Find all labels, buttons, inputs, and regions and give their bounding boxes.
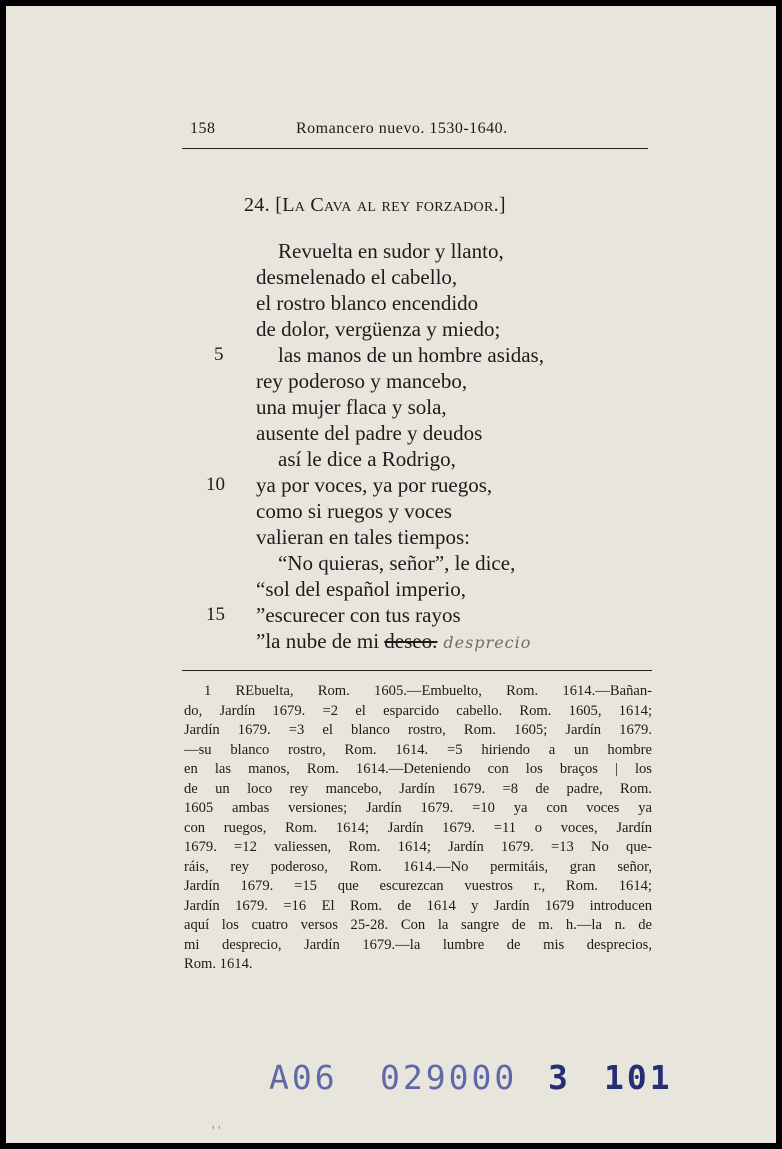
stamp-suffix: 101 (604, 1058, 673, 1097)
title-bracket-open: [ (275, 194, 283, 216)
verse-line (256, 628, 531, 654)
footnote-line: —su blanco rostro, Rom. 1614. =5 hiriendo a un hombre (184, 741, 652, 758)
poem-number: 24. (244, 194, 270, 216)
stamp-number: 029000 (380, 1058, 518, 1097)
footnote-rule (182, 670, 652, 671)
verse-line: una mujer flaca y sola, (256, 395, 447, 419)
footnotes (184, 682, 652, 975)
footnote-line: do, Jardín 1679. =2 el esparcido cabello. Rom. 1605, 1614; (184, 702, 652, 719)
poem-title-text: La Cava al rey forzador. (282, 194, 499, 216)
footnote-line: 1605 ambas versiones; Jardín 1679. =10 ya con voces ya (184, 800, 652, 816)
scanned-page (6, 6, 776, 1143)
struck-word: deseo. (384, 629, 438, 653)
running-head (182, 118, 648, 149)
verse-line: valieran en tales tiempos: (256, 525, 471, 549)
footnote-line: Jardín 1679. =3 el blanco rostro, Rom. 1605; Jardín 1679. (184, 722, 652, 738)
verse-line: de dolor, vergüenza y miedo; (256, 317, 501, 341)
footnote-line: Jardín 1679. =16 El Rom. de 1614 y Jardín 1679 introducen (184, 897, 652, 914)
verse-line: las manos de un hombre asidas, (278, 343, 544, 367)
handwritten-correction: desprecio (443, 633, 532, 652)
stamp-digit: 3 (548, 1058, 571, 1097)
footnote-line: en las manos, Rom. 1614.—Deteniendo con los braços | los (184, 761, 652, 777)
verse-line: ya por voces, ya por ruegos, (256, 473, 493, 497)
footnote-line: Jardín 1679. =15 que escurezcan vuestros r., Rom. 1614; (184, 878, 652, 894)
verse-line: rey poderoso y mancebo, (256, 369, 468, 393)
line-number: 10 (206, 474, 225, 495)
title-bracket-close: ] (498, 194, 506, 216)
line-number: 5 (214, 344, 224, 365)
verse-line: “No quieras, señor”, le dice, (278, 551, 516, 575)
verse-line: como si ruegos y voces (256, 499, 452, 523)
verse-line: ausente del padre y deudos (256, 421, 483, 445)
footnote-line: 1 REbuelta, Rom. 1605.—Embuelto, Rom. 1614.—Bañan- (204, 683, 652, 699)
verse-line-text: ”la nube de mi (256, 629, 380, 653)
verse-line: Revuelta en sudor y llanto, (278, 239, 504, 263)
stamp-prefix: A06 (269, 1058, 338, 1097)
book-title: Romancero nuevo. 1530-1640. (296, 120, 508, 137)
verse-line: el rostro blanco encendido (256, 291, 479, 315)
footnote-line: de un loco rey mancebo, Jardín 1679. =8 de padre, Rom. (184, 780, 652, 797)
verse-line: “sol del español imperio, (256, 577, 466, 601)
footnote-line: aquí los cuatro versos 25-28. Con la sangre de m. h.—la n. de (184, 917, 652, 933)
verse-line: ”escurecer con tus rayos (256, 603, 461, 627)
footnote-line: Rom. 1614. (184, 956, 253, 972)
footnote-line: con ruegos, Rom. 1614; Jardín 1679. =11 o voces, Jardín (184, 819, 652, 836)
pencil-mark: ' ' (212, 1124, 221, 1139)
footnote-line: ráis, rey poderoso, Rom. 1614.—No permitáis, gran señor, (184, 858, 652, 875)
footnote-line: mi desprecio, Jardín 1679.—la lumbre de mis desprecios, (184, 936, 652, 953)
line-number: 15 (206, 604, 225, 625)
verse-line: desmelenado el cabello, (256, 265, 458, 289)
footnote-line: 1679. =12 valiessen, Rom. 1614; Jardín 1679. =13 No que- (184, 839, 652, 855)
verse-line: así le dice a Rodrigo, (278, 447, 456, 471)
page-number: 158 (190, 120, 216, 137)
poem-title (244, 194, 506, 217)
